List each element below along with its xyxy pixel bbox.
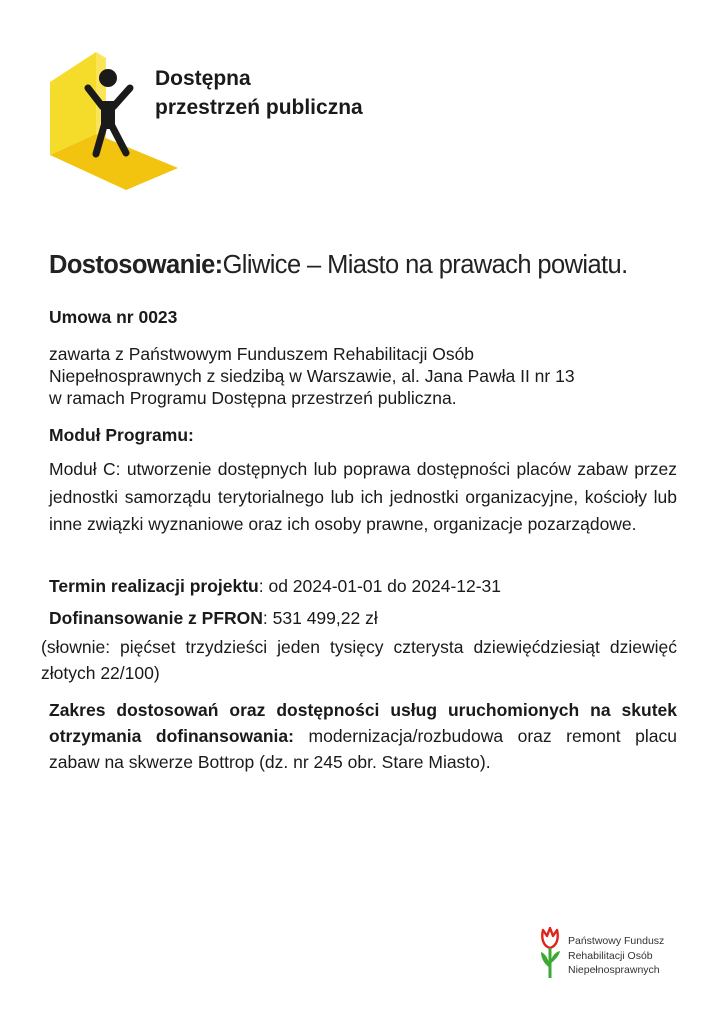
contract-title: Umowa nr 0023 [49, 307, 178, 327]
pfron-line2: Rehabilitacji Osób [568, 949, 653, 962]
tulip-flower [542, 928, 557, 948]
module-description: Moduł C: utworzenie dostępnych lub poprawa dostępności placów zabaw przez jednostki samorządu terytorialnego lub ich jednostki organizacyjne, kościoły lub inne związki wyznaniowe oraz ich osoby prawne, organizacje pozarządowe. [49, 459, 677, 534]
pfron-line1: Państwowy Fundusz [568, 935, 665, 947]
logo-text-line2: przestrzeń publiczna [155, 96, 363, 119]
logo-text [155, 64, 363, 122]
funding-in-words: (słownie: pięćset trzydzieści jeden tysięcy czterysta dziewięćdziesiąt dziewięć złotych 22/100) [41, 637, 677, 683]
contract-line2: Niepełnosprawnych z siedzibą w Warszawie, al. Jana Pawła II nr 13 [49, 366, 575, 386]
logo-text-line1: Dostępna [155, 67, 251, 90]
funding-row [49, 605, 677, 631]
funding-label: Dofinansowanie z PFRON [49, 608, 263, 628]
pfron-name [568, 934, 664, 978]
title-label: Dostosowanie: [49, 251, 223, 279]
pfron-tulip-logo-icon [537, 924, 567, 980]
scope-label: Zakres dostosowań oraz dostępności usług uruchomionych na skutek otrzymania dofinansowania: [49, 700, 677, 746]
title-value: Gliwice – Miasto na prawach powiatu. [222, 251, 628, 279]
scope-block [49, 697, 677, 775]
scope-text: modernizacja/rozbudowa oraz remont placu zabaw na skwerze Bottrop (dz. nr 245 obr. Stare Miasto). [49, 726, 678, 772]
term-label: Termin realizacji projektu [49, 576, 259, 596]
funding-value: : 531 499,22 zł [262, 608, 378, 628]
pfron-line3: Niepełnosprawnych [568, 964, 660, 976]
contract-details [49, 343, 677, 409]
term-row [49, 573, 677, 599]
term-value: : od 2024-01-01 do 2024-12-31 [258, 576, 502, 596]
contract-line3: w ramach Programu Dostępna przestrzeń publiczna. [49, 388, 457, 408]
module-label: Moduł Programu: [49, 425, 194, 445]
contract-line1: zawarta z Państwowym Funduszem Rehabilitacji Osób [49, 344, 475, 364]
page-title [49, 248, 699, 282]
